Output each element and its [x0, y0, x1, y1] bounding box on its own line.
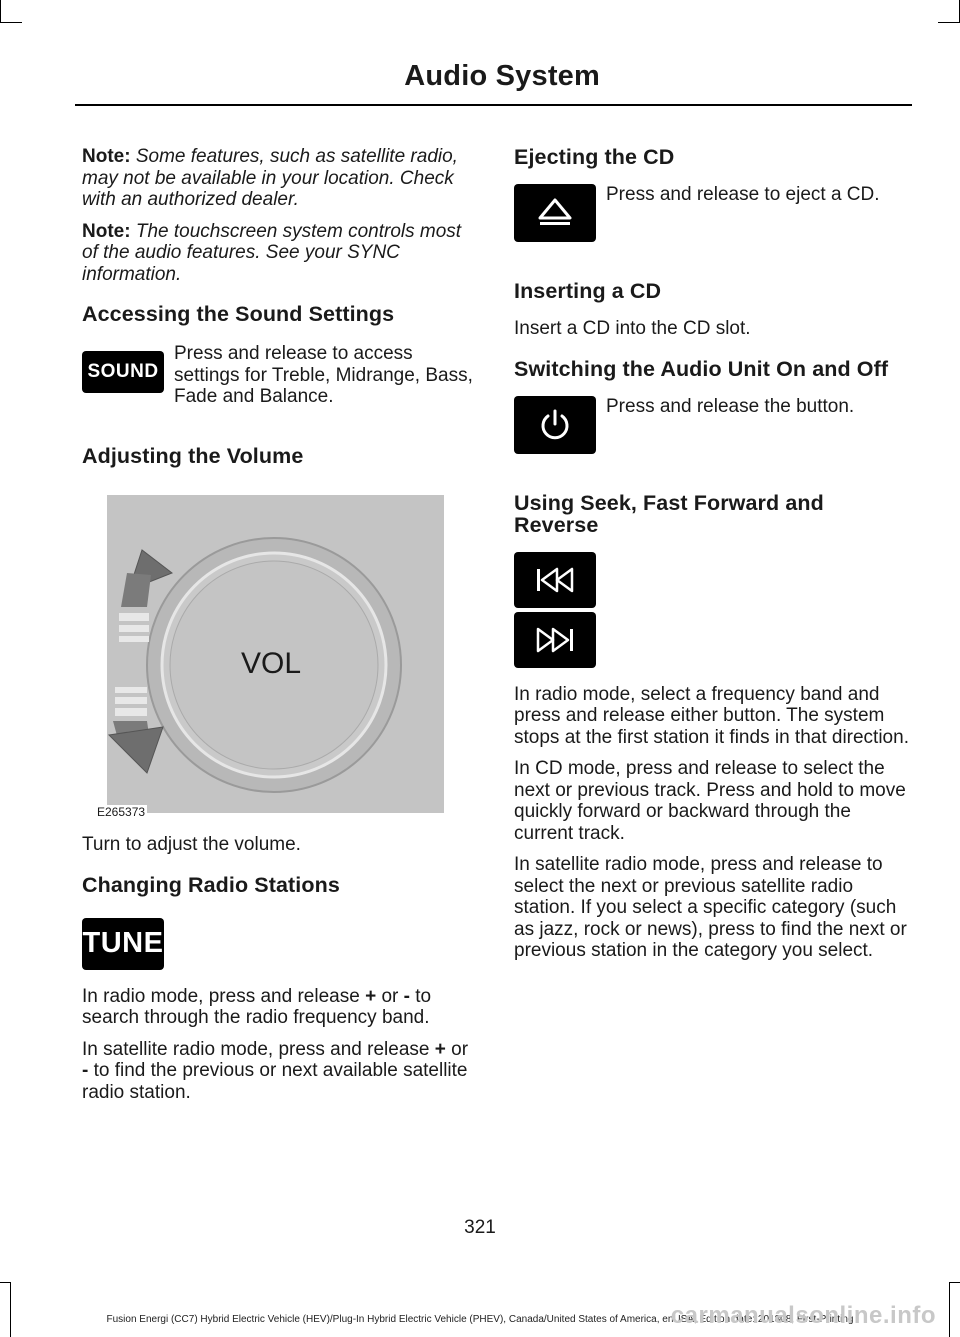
crop-mark-bl-h: [0, 1282, 11, 1283]
tune-button-icon: [82, 918, 164, 970]
seek-forward-icon: [514, 612, 596, 668]
volume-heading: Adjusting the Volume: [82, 444, 304, 468]
figure-id: E265373: [97, 805, 146, 819]
crop-mark-br-h: [949, 1282, 960, 1283]
sound-button-icon: [82, 351, 164, 393]
seek-heading: Using Seek, Fast Forward and Reverse: [514, 490, 824, 537]
note-1-text: Some features, such as satellite radio, may not be available in your location. Check with an authorized dealer.: [82, 146, 458, 210]
radio-p1-text-b: to search through the radio frequency band.: [82, 985, 432, 1028]
radio-p1-text-a: In radio mode, press and release: [82, 985, 366, 1007]
sound-row: [82, 343, 474, 413]
power-heading: Switching the Audio Unit On and Off: [514, 356, 889, 381]
right-column: [514, 146, 909, 972]
header-rule: [75, 104, 912, 106]
watermark: carmanualsonline.info: [670, 1302, 936, 1329]
sound-settings-heading: Accessing the Sound Settings: [82, 302, 395, 326]
seek-paragraph-2: In CD mode, press and release to select the next or previous track. Press and hold to move quickly forward or backward through the current track.: [514, 758, 906, 844]
power-glyph: [538, 408, 572, 442]
radio-p1-minus: -: [403, 985, 410, 1007]
sound-description: Press and release to access settings for Treble, Midrange, Bass, Fade and Balance.: [174, 343, 473, 407]
seek-paragraph-3: In satellite radio mode, press and release to select the next or previous satellite radio station. If you select a specific category (such as jazz, rock or news), press to find the next or previous station in the category you select.: [514, 854, 907, 961]
radio-p1-plus: +: [365, 985, 377, 1007]
tune-button-label: TUNE: [82, 927, 164, 959]
tune-row: [82, 914, 474, 976]
radio-stations-heading: Changing Radio Stations: [82, 872, 340, 897]
page-title: Audio System: [404, 60, 600, 92]
power-row: [514, 396, 909, 474]
eject-description: Press and release to eject a CD.: [606, 184, 880, 205]
crop-mark-tl-v: [0, 0, 1, 22]
seek-back-icon: [514, 552, 596, 608]
seek-back-glyph: [535, 567, 575, 593]
power-icon: [514, 396, 596, 454]
left-column: [82, 146, 474, 1113]
radio-p1-or: or: [376, 985, 404, 1007]
radio-p2-text-b: to find the previous or next available satellite radio station.: [82, 1060, 468, 1103]
radio-p2-minus: -: [82, 1060, 89, 1081]
radio-paragraph-1: [82, 986, 474, 1029]
crop-mark-bl-v: [10, 1282, 11, 1337]
crop-mark-tl-h: [0, 22, 22, 23]
seek-forward-glyph: [535, 627, 575, 653]
crop-mark-br-v: [949, 1282, 950, 1337]
radio-p2-text-a: In satellite radio mode, press and release: [82, 1038, 435, 1060]
eject-glyph: [538, 198, 572, 228]
seek-paragraph-1: In radio mode, select a frequency band and press and release either button. The system stops at the first station it finds in that direction.: [514, 683, 909, 748]
page-number: 321: [464, 1217, 496, 1238]
volume-description: Turn to adjust the volume.: [82, 834, 301, 855]
footer-text: Fusion Energi (CC7) Hybrid Electric Vehicle (HEV)/Plug-In Hybrid Electric Vehicle (PHEV), Canada/United States of America, enUSA, Edition date: 201808, First-Printing: [106, 1314, 854, 1325]
note-2: [82, 221, 474, 286]
volume-knob-label: VOL: [241, 647, 302, 680]
power-description: Press and release the button.: [606, 395, 855, 417]
crop-mark-tr-h: [938, 22, 960, 23]
note-1-label: Note:: [82, 146, 131, 167]
note-2-text: The touchscreen system controls most of the audio features. See your SYNC information.: [82, 220, 462, 285]
eject-icon: [514, 184, 596, 242]
note-2-label: Note:: [82, 220, 131, 242]
eject-row: [514, 184, 909, 262]
radio-p2-plus: +: [434, 1038, 446, 1060]
sound-button-label: SOUND: [87, 361, 159, 382]
note-1: [82, 146, 474, 211]
seek-icons: [514, 552, 909, 670]
eject-heading: Ejecting the CD: [514, 145, 675, 169]
radio-p2-or: or: [445, 1038, 469, 1060]
insert-heading: Inserting a CD: [514, 279, 662, 303]
radio-paragraph-2: [82, 1039, 474, 1104]
volume-knob-figure: [97, 495, 444, 819]
insert-description: Insert a CD into the CD slot.: [514, 318, 751, 339]
